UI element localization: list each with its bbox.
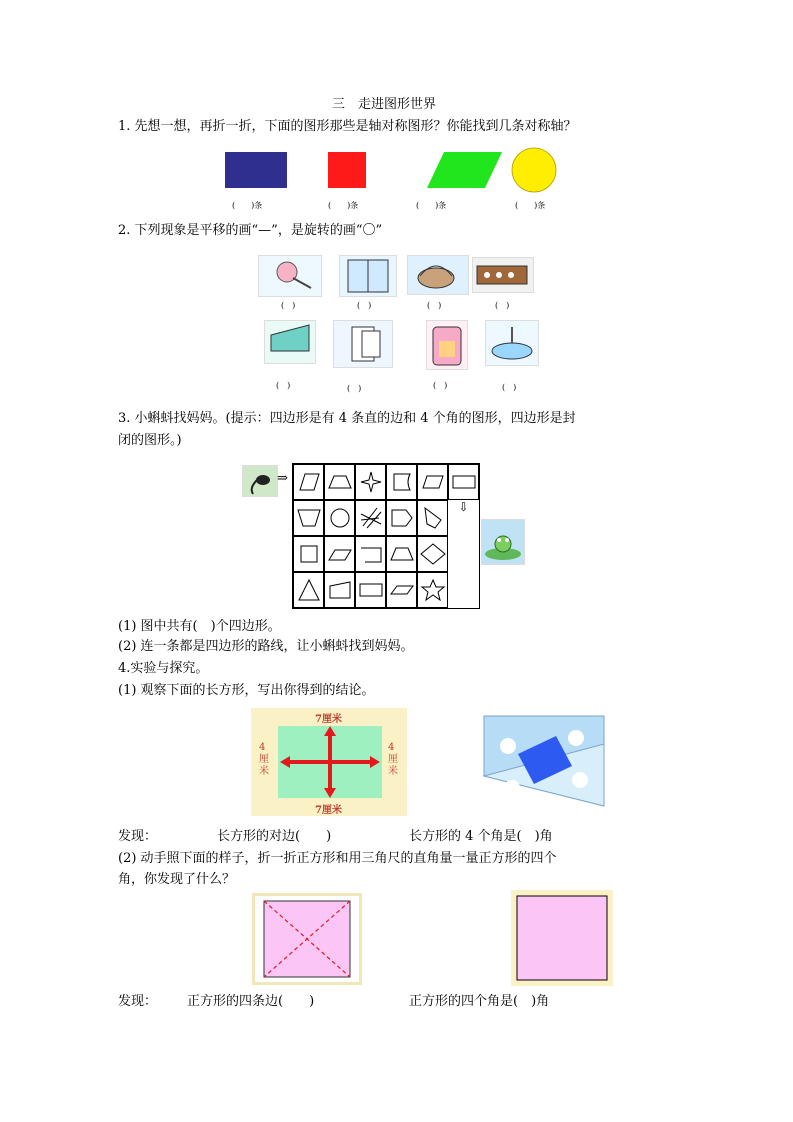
grid-cell-quad-4[interactable] bbox=[324, 572, 355, 608]
grid-cell-rectangle[interactable] bbox=[448, 464, 479, 500]
grid-cell-pentagon[interactable] bbox=[386, 500, 417, 536]
q1-shapes bbox=[220, 145, 570, 193]
q2-blank-5: ( ) bbox=[276, 381, 291, 390]
arrow-down-icon: ⇩ bbox=[458, 500, 469, 514]
rect-label-left: 4厘米 bbox=[259, 742, 269, 777]
grid-cell-trapezoid[interactable] bbox=[324, 464, 355, 500]
finding1-a: 长方形的对边( ) bbox=[217, 829, 332, 844]
q2-blank-6: ( ) bbox=[347, 384, 362, 393]
grid-cell-rhombus[interactable] bbox=[417, 536, 448, 572]
finding1-label: 发现： bbox=[118, 829, 158, 844]
question-2: 2. 下列现象是平移的画“—”，是旋转的画“〇” bbox=[118, 223, 383, 238]
rect-label-top: 7厘米 bbox=[315, 714, 342, 725]
q1-label-1: ( )条 bbox=[232, 201, 263, 210]
grid-cell-empty-2 bbox=[448, 572, 479, 608]
q2-blank-8: ( ) bbox=[502, 383, 517, 392]
grid-cell-parallelogram-4[interactable] bbox=[386, 572, 417, 608]
pic-cabinet-door bbox=[333, 320, 393, 368]
grid-cell-crossed-lines[interactable] bbox=[355, 500, 386, 536]
finding2-label: 发现： bbox=[118, 994, 158, 1009]
finding2-a: 正方形的四条边( ) bbox=[187, 994, 315, 1009]
q1-label-3: ( )条 bbox=[416, 201, 447, 210]
rect-label-right: 4厘米 bbox=[388, 742, 398, 777]
pic-drawer bbox=[264, 320, 316, 364]
grid-cell-parallelogram[interactable] bbox=[293, 464, 324, 500]
arrow-right-icon: ⇒ bbox=[277, 471, 288, 486]
q2-blank-7: ( ) bbox=[433, 381, 448, 390]
pic-basket bbox=[407, 255, 469, 295]
finding1-b: 长方形的 4 个角是( )角 bbox=[409, 829, 553, 844]
folded-square-figure bbox=[252, 893, 362, 985]
grid-cell-star5[interactable] bbox=[417, 572, 448, 608]
q2-blank-4: ( ) bbox=[495, 301, 510, 310]
q2-blank-2: ( ) bbox=[357, 301, 372, 310]
grid-cell-triangle[interactable] bbox=[293, 572, 324, 608]
grid-cell-parallelogram-3[interactable] bbox=[324, 536, 355, 572]
q1-label-2: ( )条 bbox=[328, 201, 359, 210]
shape-grid bbox=[292, 463, 480, 609]
grid-cell-circle[interactable] bbox=[324, 500, 355, 536]
q4-sub2-line2: 角，你发现了什么？ bbox=[118, 872, 236, 887]
rect-label-bottom: 7厘米 bbox=[315, 805, 342, 816]
grid-cell-frog-mother bbox=[448, 500, 479, 536]
red-square bbox=[328, 152, 366, 188]
q1-label-4: ( )条 bbox=[515, 201, 546, 210]
page-title: 三 走进图形世界 bbox=[332, 97, 437, 112]
pic-heater bbox=[426, 320, 468, 370]
pic-handwheel bbox=[258, 255, 322, 297]
question-1: 1. 先想一想，再折一折，下面的图形那些是轴对称图形？你能找到几条对称轴？ bbox=[118, 119, 577, 134]
question-3-line1: 3. 小蝌蚪找妈妈。(提示：四边形是有 4 条直的边和 4 个角的图形，四边形是封 bbox=[118, 411, 576, 426]
set-square-figure bbox=[480, 710, 606, 814]
rectangle-figure bbox=[251, 708, 407, 816]
grid-cell-open-shape[interactable] bbox=[355, 536, 386, 572]
grid-cell-trapezoid-2[interactable] bbox=[386, 536, 417, 572]
blue-rectangle bbox=[225, 152, 287, 188]
pic-window bbox=[339, 255, 397, 297]
yellow-circle bbox=[512, 148, 556, 192]
grid-cell-curved-quad[interactable] bbox=[386, 464, 417, 500]
grid-cell-square[interactable] bbox=[293, 536, 324, 572]
q3-sub1: (1) 图中共有( )个四边形。 bbox=[118, 619, 281, 634]
grid-cell-star4[interactable] bbox=[355, 464, 386, 500]
q2-blank-3: ( ) bbox=[427, 301, 442, 310]
q2-blank-1: ( ) bbox=[281, 301, 296, 310]
green-parallelogram bbox=[427, 152, 502, 188]
finding2-b: 正方形的四个角是( )角 bbox=[409, 994, 550, 1009]
square-figure bbox=[511, 890, 613, 986]
cross-arrows-icon bbox=[278, 726, 382, 798]
question-3-line2: 闭的图形。) bbox=[118, 433, 182, 448]
q4-sub2-line1: (2) 动手照下面的样子，折一折正方形和用三角尺的直角量一量正方形的四个 bbox=[118, 851, 557, 866]
question-4: 4.实验与探究。 bbox=[118, 661, 209, 676]
grid-cell-inverted-trapezoid[interactable] bbox=[293, 500, 324, 536]
frog-picture bbox=[481, 519, 525, 565]
grid-cell-irregular-quad[interactable] bbox=[417, 500, 448, 536]
tadpole-picture bbox=[242, 465, 278, 497]
grid-cell-empty bbox=[448, 536, 479, 572]
q3-sub2: (2) 连一条都是四边形的路线，让小蝌蚪找到妈妈。 bbox=[118, 639, 414, 654]
q4-sub1: (1) 观察下面的长方形，写出你得到的结论。 bbox=[118, 683, 375, 698]
pic-abacus bbox=[472, 257, 534, 293]
pic-faucet-basin bbox=[485, 320, 539, 366]
grid-cell-parallelogram-2[interactable] bbox=[417, 464, 448, 500]
grid-cell-rectangle-2[interactable] bbox=[355, 572, 386, 608]
